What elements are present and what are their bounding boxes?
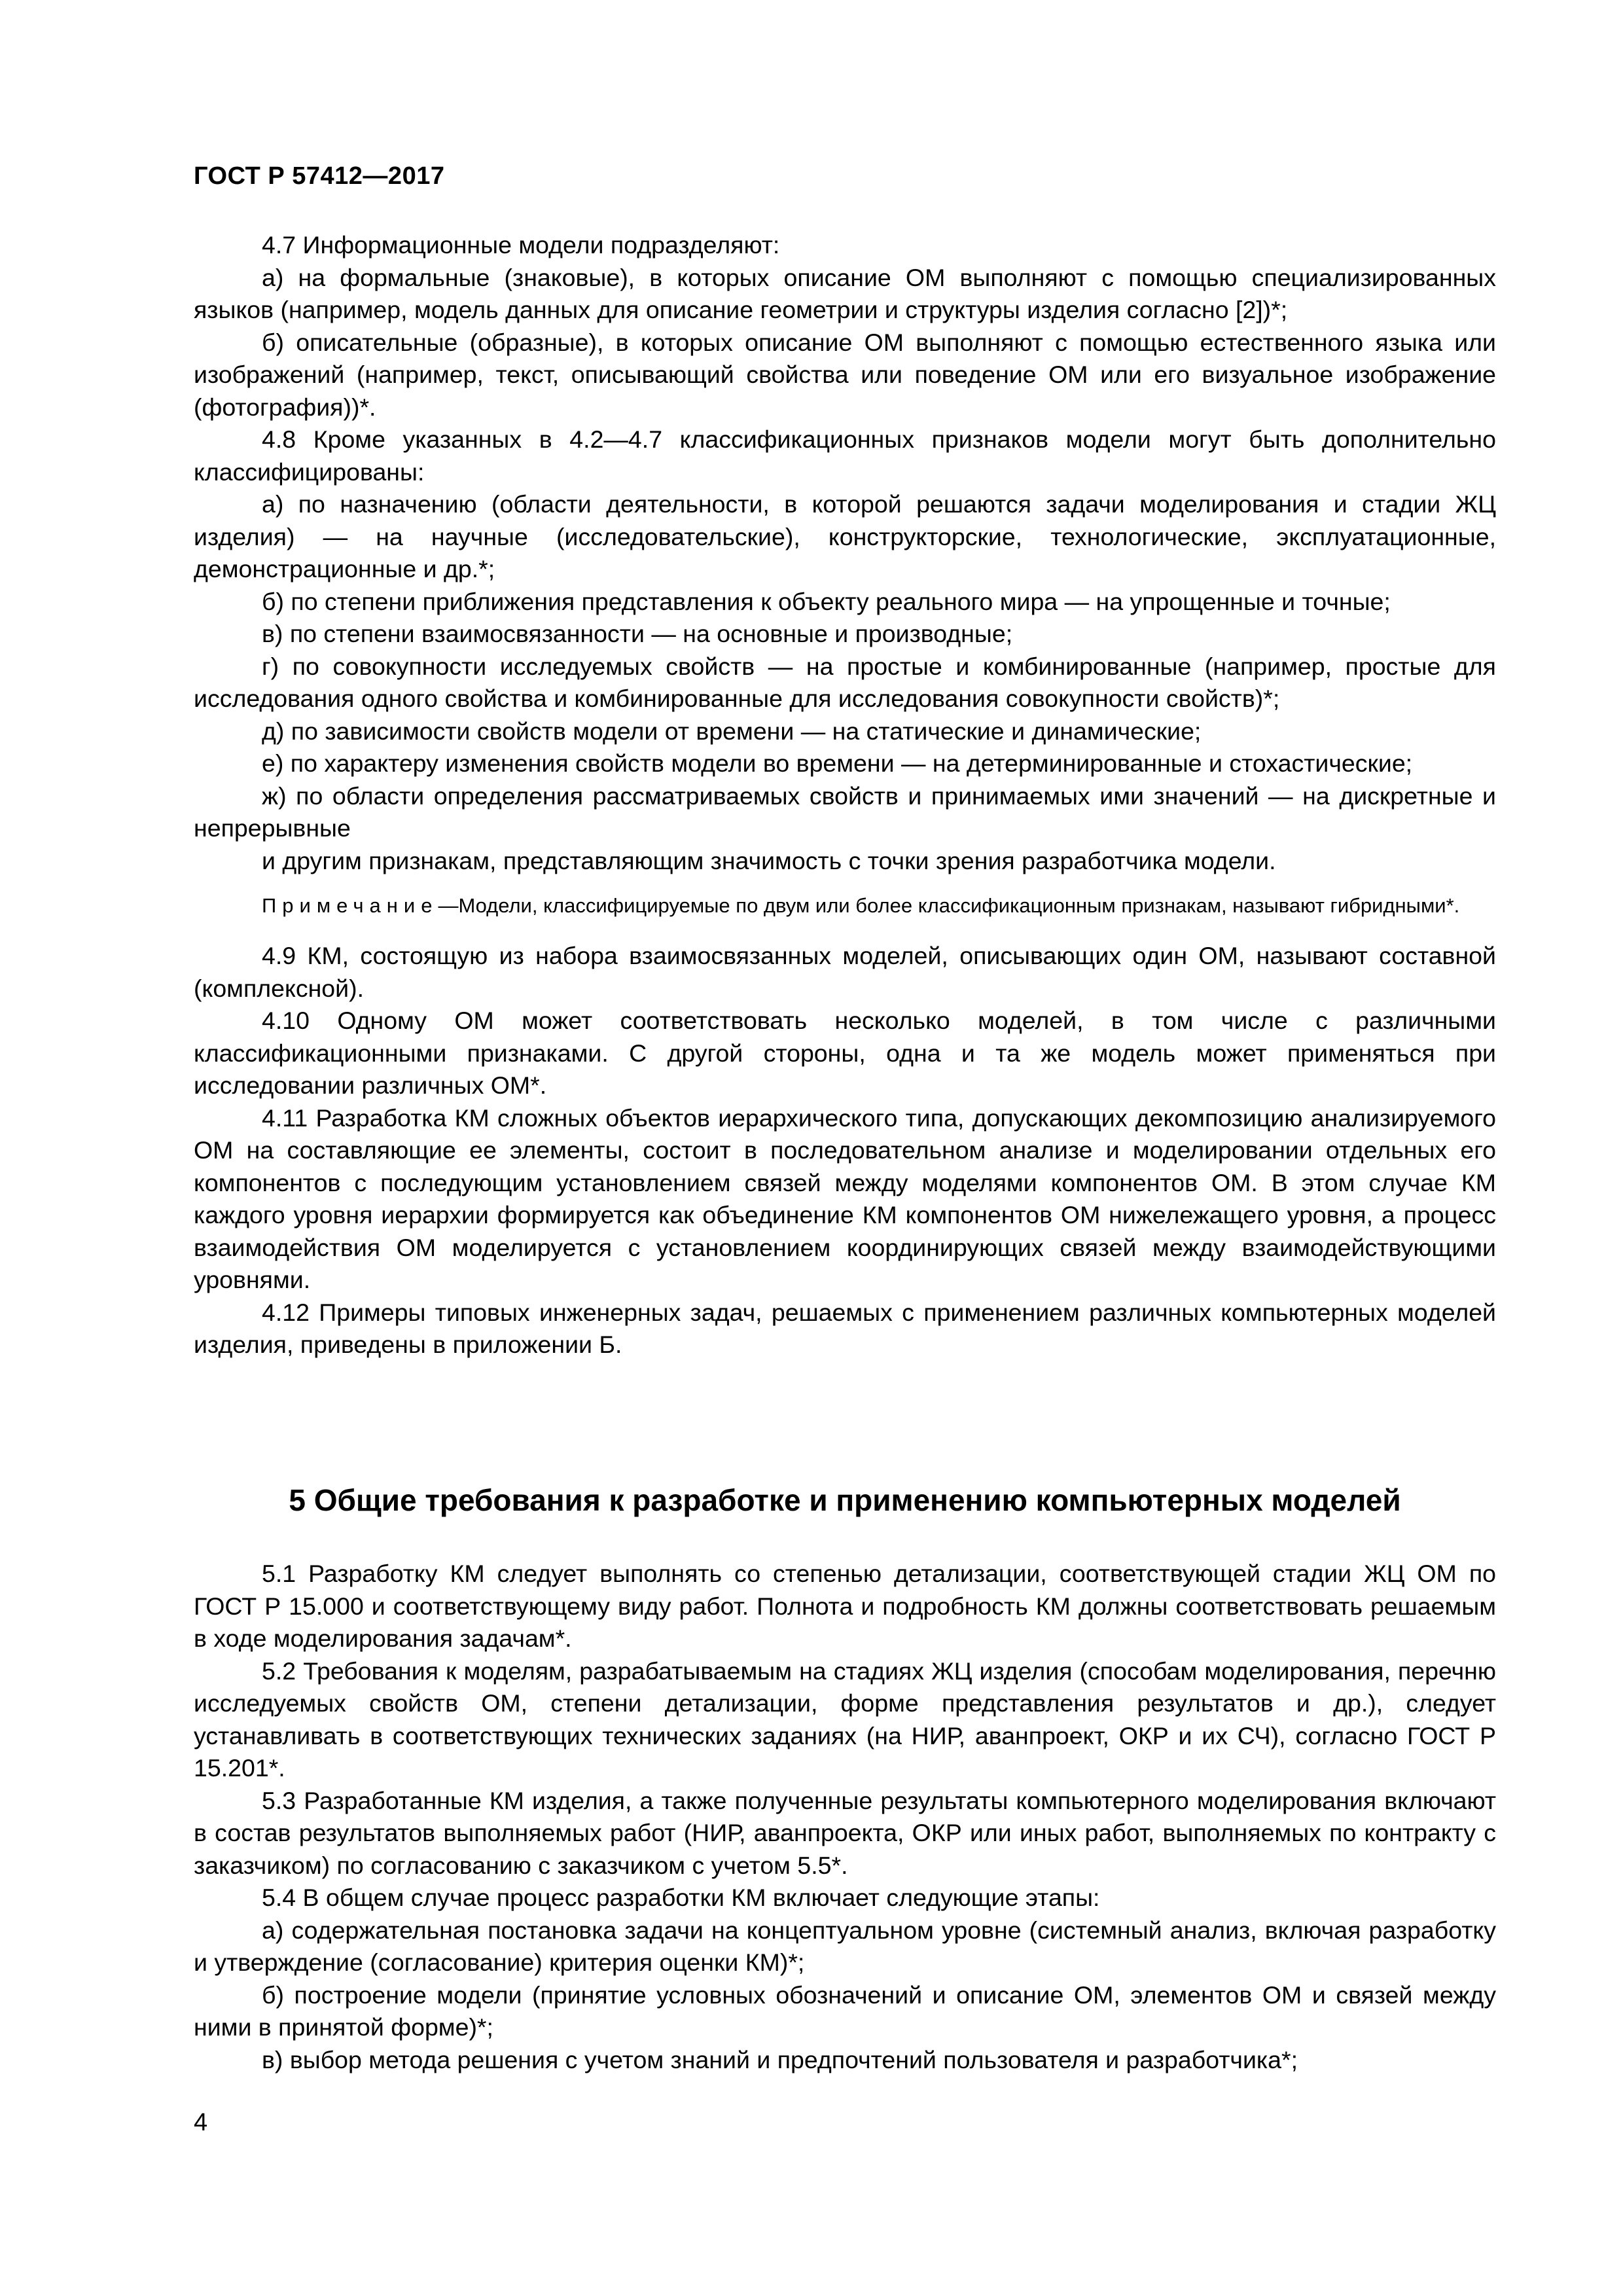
list-item-4-8-i: и другим признакам, представляющим значимость с точки зрения разработчика модели. (262, 846, 1276, 874)
list-item-4-8-zh: ж) по области определения рассматриваемых свойств и принимаемых ими значений — на дискретные и непрерывные (194, 781, 1496, 842)
list-item-4-7-a: а) на формальные (знаковые), в которых описание ОМ выполняют с помощью специализированных языков (например, модель данных для описание геометрии и структуры изделия согласно [2])*; (194, 263, 1496, 323)
list-item-4-8-a: а) по назначению (области деятельности, в которой решаются задачи моделирования и стадии ЖЦ изделия) — на научные (исследовательские), конструкторские, технологические, эксплуатационные, демонстрационные и др.*; (194, 490, 1496, 583)
paragraph-4-12: 4.12 Примеры типовых инженерных задач, решаемых с применением различных компьютерных моделей изделия, приведены в приложении Б. (194, 1298, 1496, 1358)
list-item-4-7-b: б) описательные (образные), в которых описание ОМ выполняют с помощью естественного языка или изображений (например, текст, описывающий свойства или поведение ОМ или его визуальное изображение (фотография))*. (194, 328, 1496, 421)
page-number: 4 (194, 2109, 208, 2136)
paragraph-5-4: 5.4 В общем случае процесс разработки КМ включает следующие этапы: (262, 1884, 1100, 1911)
paragraph-4-11: 4.11 Разработка КМ сложных объектов иерархического типа, допускающих декомпозицию анализируемого ОМ на составляющие ее элементы, состоит в последовательном анализе и моделировании отдельных его компонентов с последующим установлением связей между моделями компонентов ОМ. В этом случае КМ каждого уровня иерархии формируется как объединение КМ компонентов ОМ нижележащего уровня, а процесс взаимодействия ОМ моделируется с установлением координирующих связей между взаимодействующими уровнями. (194, 1103, 1496, 1293)
document-header: ГОСТ Р 57412—2017 (194, 162, 445, 190)
list-item-4-8-e: е) по характеру изменения свойств модели во времени — на детерминированные и стохастические; (262, 749, 1413, 777)
list-item-4-8-g: г) по совокупности исследуемых свойств — на простые и комбинированные (например, простые для исследования одного свойства и комбинированные для исследования совокупности свойств)*; (194, 652, 1496, 712)
list-item-5-4-a: а) содержательная постановка задачи на концептуальном уровне (системный анализ, включая разработку и утверждение (согласование) критерия оценки КМ)*; (194, 1916, 1496, 1976)
paragraph-5-2: 5.2 Требования к моделям, разрабатываемым на стадиях ЖЦ изделия (способам моделирования, перечню исследуемых свойств ОМ, степени детализации, форме представления результатов и др.), следует устанавливать в соответствующих технических заданиях (на НИР, аванпроект, ОКР и их СЧ), согласно ГОСТ Р 15.201*. (194, 1657, 1496, 1782)
note (194, 891, 1496, 920)
note-text: —Модели, классифицируемые по двум или более классификационным признакам, называют гибридными*. (438, 894, 1460, 917)
paragraph-4-7: 4.7 Информационные модели подразделяют: (262, 231, 780, 259)
list-item-5-4-v: в) выбор метода решения с учетом знаний и предпочтений пользователя и разработчика*; (262, 2045, 1298, 2073)
paragraph-5-3: 5.3 Разработанные КМ изделия, а также полученные результаты компьютерного моделирования включают в состав результатов выполняемых работ (НИР, аванпроекта, ОКР или иных работ, выполняемых по контракту с заказчиком) по согласованию с заказчиком с учетом 5.5*. (194, 1786, 1496, 1879)
list-item-4-8-d: д) по зависимости свойств модели от времени — на статические и динамические; (262, 717, 1202, 745)
section-4-part-1 (194, 229, 1496, 1361)
list-item-5-4-b: б) построение модели (принятие условных обозначений и описание ОМ, элементов ОМ и связей между ними в принятой форме)*; (194, 1981, 1496, 2041)
paragraph-4-8: 4.8 Кроме указанных в 4.2—4.7 классификационных признаков модели могут быть дополнительно классифицированы: (194, 425, 1496, 486)
paragraph-4-10: 4.10 Одному ОМ может соответствовать несколько моделей, в том числе с различными классификационными признаками. С другой стороны, одна и та же модель может применяться при исследовании различных ОМ*. (194, 1007, 1496, 1099)
list-item-4-8-b: б) по степени приближения представления к объекту реального мира — на упрощенные и точные; (262, 587, 1391, 615)
list-item-4-8-v: в) по степени взаимосвязанности — на основные и производные; (262, 620, 1013, 647)
paragraph-5-1: 5.1 Разработку КМ следует выполнять со степенью детализации, соответствующей стадии ЖЦ ОМ по ГОСТ Р 15.000 и соответствующему виду работ. Полнота и подробность КМ должны соответствовать решаемым в ходе моделирования задачам*. (194, 1560, 1496, 1652)
paragraph-4-9: 4.9 КМ, состоящую из набора взаимосвязанных моделей, описывающих один ОМ, называют составной (комплексной). (194, 942, 1496, 1002)
note-label: Примечание (262, 894, 438, 917)
section-5-body (194, 1558, 1496, 2076)
section-5-heading: 5 Общие требования к разработке и применению компьютерных моделей (289, 1483, 1401, 1517)
